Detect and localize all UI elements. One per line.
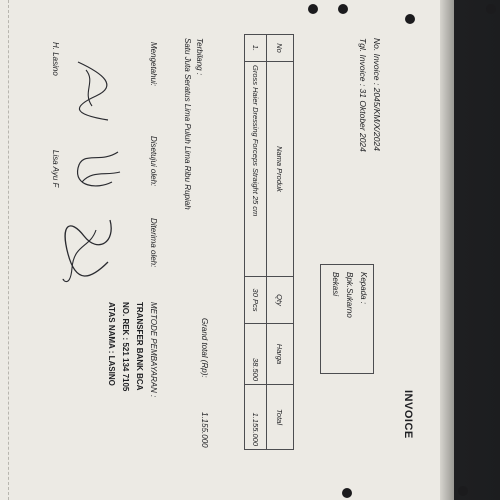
payment-holder: ATAS NAMA : LASINO	[107, 302, 116, 386]
grand-total-value: 1.155.000	[200, 412, 209, 448]
col-total: Total	[267, 385, 294, 450]
cell-product: Gross Haier Dressing Forceps Straight 25 cm	[245, 62, 267, 277]
cell-no: 1.	[245, 35, 267, 62]
signature-role-1: Mengetahui:	[149, 42, 158, 87]
table-row	[245, 35, 267, 450]
terbilang-label: Terbilang :	[195, 38, 204, 76]
feed-hole	[486, 4, 496, 14]
recipient-name: Bpk.Sukarno	[345, 272, 354, 318]
cell-price: 38.500	[245, 324, 267, 385]
table-header-row	[267, 35, 294, 450]
signature-h-lasino	[66, 56, 126, 126]
signature-role-3: Diterima oleh:	[149, 218, 158, 268]
signature-role-2: Disetujui oleh:	[149, 136, 158, 187]
cell-total: 1.155.000	[245, 385, 267, 450]
payment-method: METODE PEMBAYARAN :	[149, 302, 158, 398]
payment-bank: TRANSFER BANK BCA	[135, 302, 144, 391]
signature-lisa-ayu	[70, 142, 126, 202]
col-price: Harga	[267, 324, 294, 385]
grand-total-label: Grand total (Rp):	[200, 318, 209, 378]
invoice-title: INVOICE	[402, 390, 414, 439]
col-product: Nama Produk	[267, 62, 294, 277]
payment-account: NO. REK : 521 134 7105	[121, 302, 130, 392]
signatory-name-1: H. Lasino	[51, 42, 60, 76]
invoice-number: No. Invoice : 2045/KM/X/2024	[372, 38, 382, 151]
signatory-name-2: Lisa Ayu F	[51, 150, 60, 188]
recipient-city: Bekasi	[331, 272, 340, 297]
invoice-date: Tgl. Invoice : 31 Oktober 2024	[358, 38, 368, 152]
signature-receiver	[50, 214, 120, 286]
col-no: No	[267, 35, 294, 62]
recipient-label: Kepada :	[359, 272, 368, 305]
terbilang-text: Satu Juta Seratus Lima Puluh Lima Ribu Rupiah	[183, 38, 192, 210]
col-qty: Qty	[267, 277, 294, 324]
cell-qty: 30 Pcs	[245, 277, 267, 324]
feed-hole	[458, 486, 468, 496]
items-table	[244, 34, 294, 450]
